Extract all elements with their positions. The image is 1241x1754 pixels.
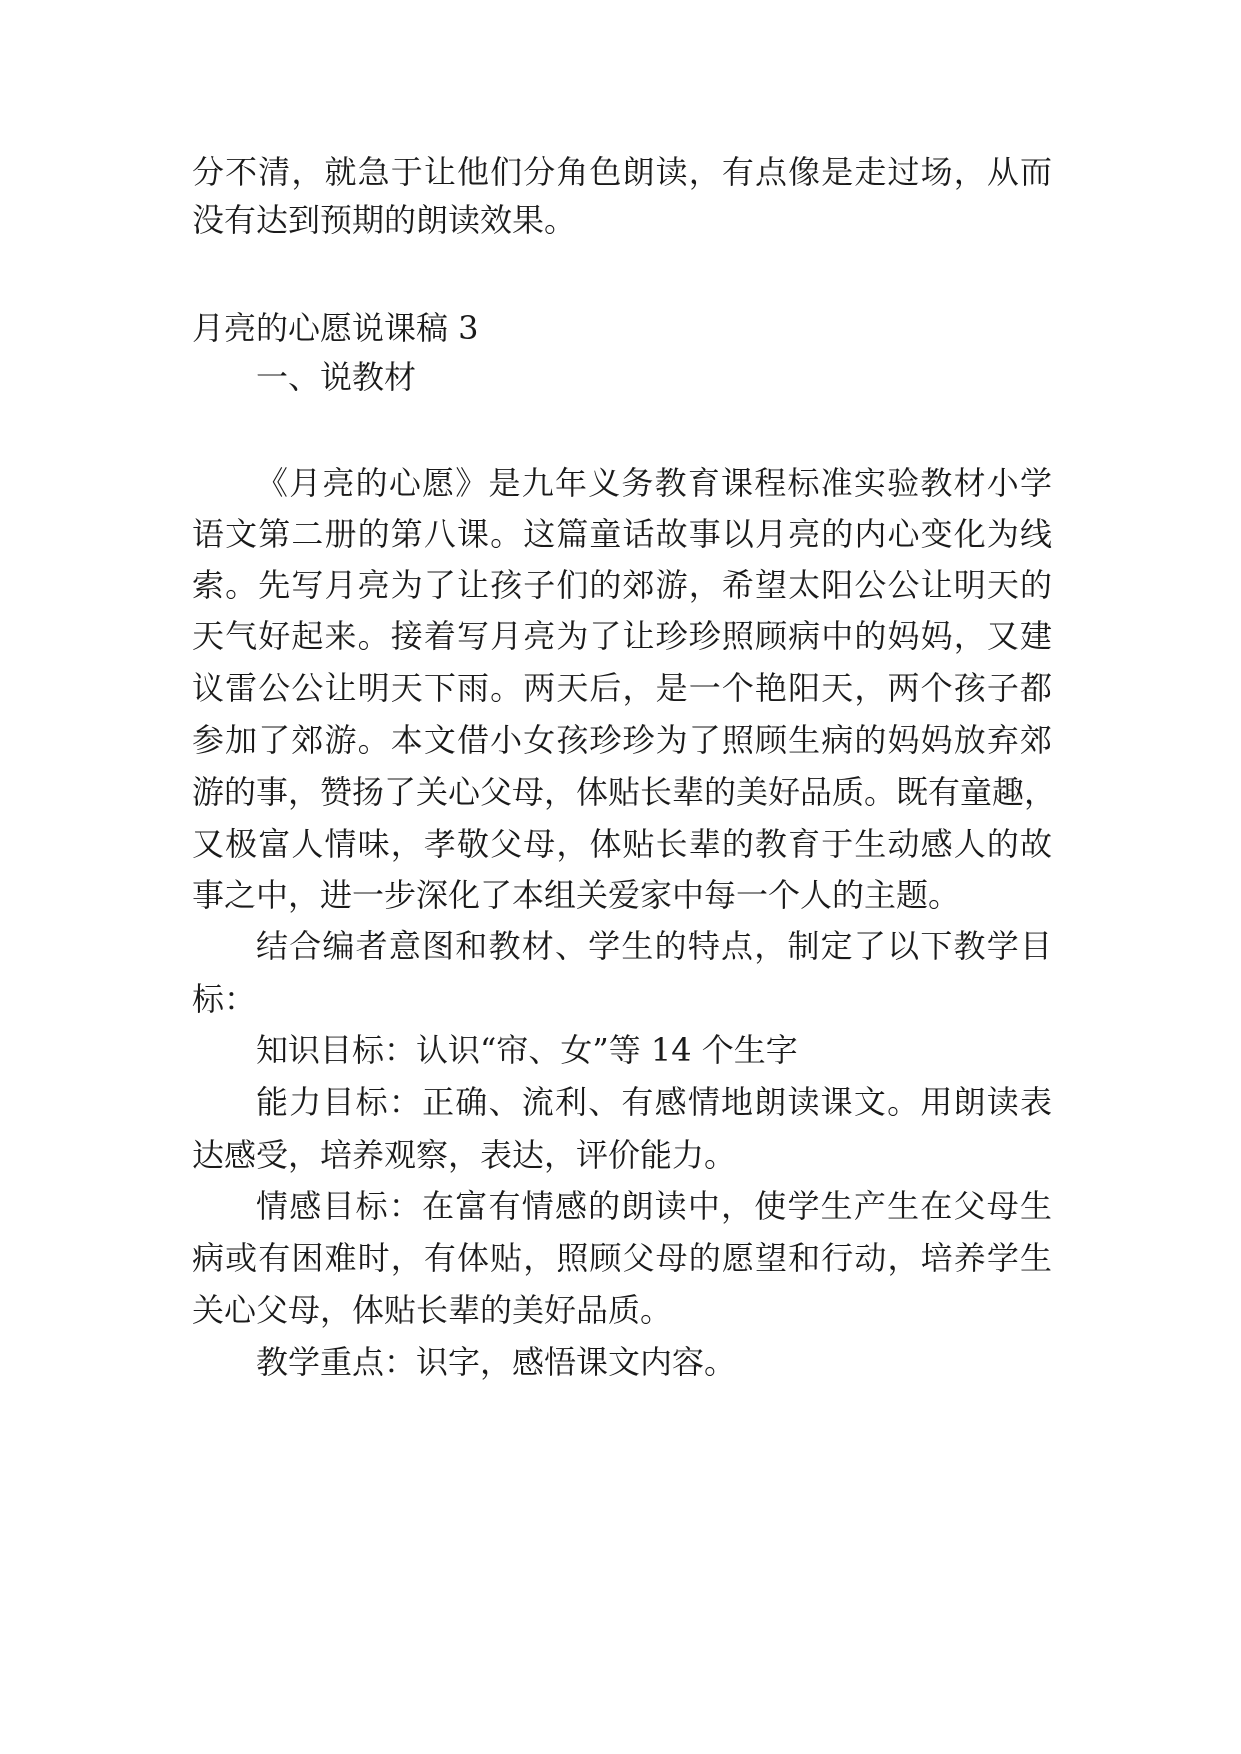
intro-line-1: 分不清，就急于让他们分角色朗读，有点像是走过场，从而	[192, 153, 1052, 191]
paragraph1-line-6: 参加了郊游。本文借小女孩珍珍为了照顾生病的妈妈放弃郊	[192, 721, 1052, 759]
knowledge-goal: 知识目标：认识“帘、女”等 14 个生字	[256, 1031, 798, 1069]
paragraph1-line-1: 《月亮的心愿》是九年义务教育课程标准实验教材小学	[256, 464, 1052, 502]
paragraph2-line-2: 标：	[192, 980, 257, 1018]
paragraph1-line-2: 语文第二册的第八课。这篇童话故事以月亮的内心变化为线	[192, 515, 1052, 553]
teaching-focus: 教学重点：识字，感悟课文内容。	[256, 1343, 737, 1381]
section-title: 一、说教材	[256, 358, 417, 396]
document-heading: 月亮的心愿说课稿 3	[192, 309, 479, 347]
paragraph1-line-9: 事之中，进一步深化了本组关爱家中每一个人的主题。	[192, 876, 961, 914]
emotion-goal-line-2: 病或有困难时，有体贴，照顾父母的愿望和行动，培养学生	[192, 1239, 1052, 1277]
paragraph2-line-1: 结合编者意图和教材、学生的特点，制定了以下教学目	[256, 927, 1052, 965]
paragraph1-line-7: 游的事，赞扬了关心父母，体贴长辈的美好品质。既有童趣，	[192, 773, 1057, 811]
paragraph1-line-8: 又极富人情味，孝敬父母，体贴长辈的教育于生动感人的故	[192, 825, 1052, 863]
paragraph1-line-4: 天气好起来。接着写月亮为了让珍珍照顾病中的妈妈，又建	[192, 617, 1052, 655]
intro-line-2: 没有达到预期的朗读效果。	[192, 201, 577, 239]
ability-goal-line-1: 能力目标：正确、流利、有感情地朗读课文。用朗读表	[256, 1083, 1052, 1121]
ability-goal-line-2: 达感受，培养观察，表达，评价能力。	[192, 1136, 737, 1174]
emotion-goal-line-3: 关心父母，体贴长辈的美好品质。	[192, 1291, 673, 1329]
paragraph1-line-5: 议雷公公让明天下雨。两天后，是一个艳阳天，两个孩子都	[192, 669, 1052, 707]
paragraph1-line-3: 索。先写月亮为了让孩子们的郊游，希望太阳公公让明天的	[192, 566, 1052, 604]
emotion-goal-line-1: 情感目标：在富有情感的朗读中，使学生产生在父母生	[256, 1187, 1052, 1225]
